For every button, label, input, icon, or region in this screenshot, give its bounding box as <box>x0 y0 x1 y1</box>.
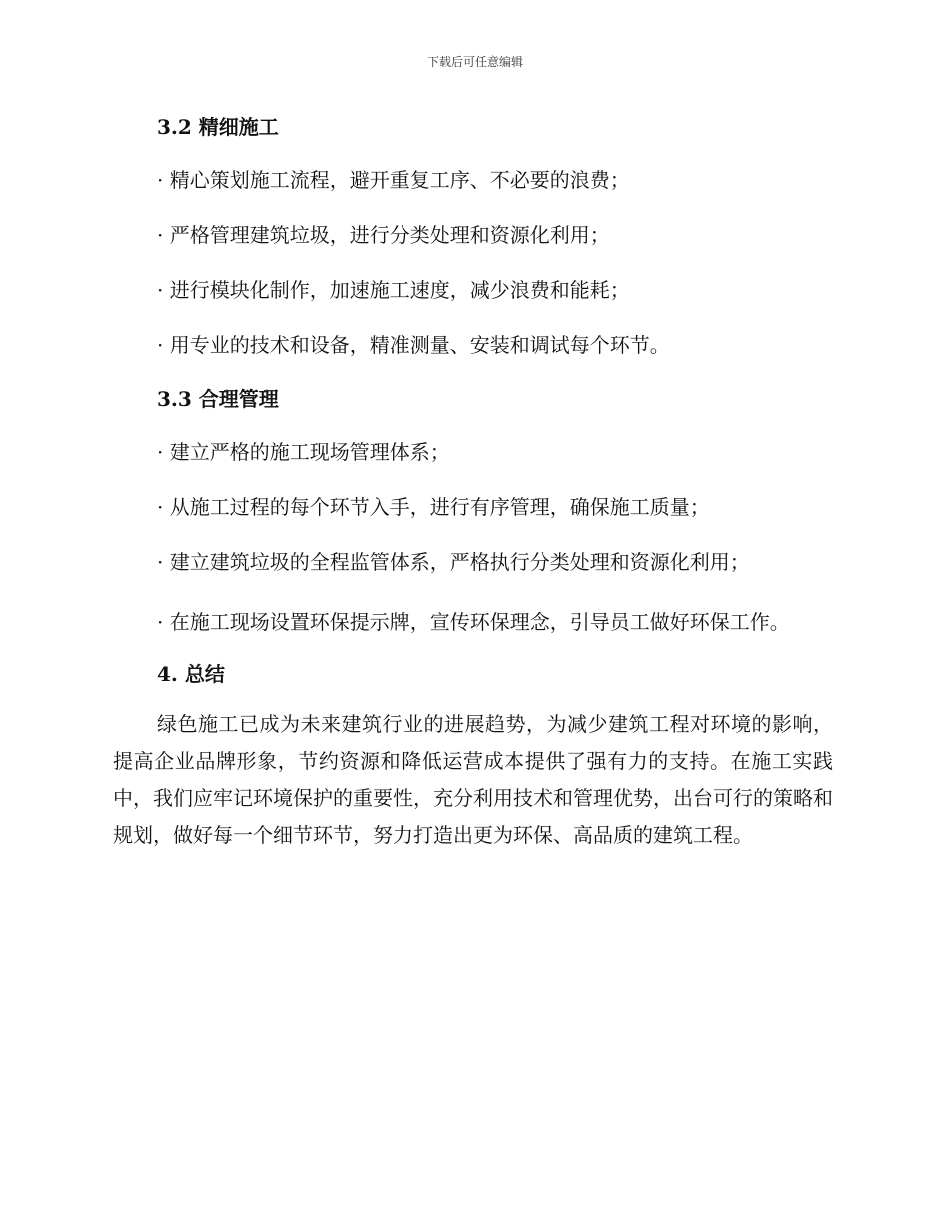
list-item: · 进行模块化制作，加速施工速度，减少浪费和能耗； <box>157 278 630 302</box>
list-item: · 建立严格的施工现场管理体系； <box>157 440 450 464</box>
list-item: · 在施工现场设置环保提示牌，宣传环保理念，引导员工做好环保工作。 <box>157 610 790 634</box>
list-item: · 严格管理建筑垃圾，进行分类处理和资源化利用； <box>157 223 610 247</box>
section-heading-3-2: 3.2 精细施工 <box>157 115 279 139</box>
list-item: · 精心策划施工流程，避开重复工序、不必要的浪费； <box>157 168 630 192</box>
section-heading-4: 4. 总结 <box>157 662 225 686</box>
list-item: · 建立建筑垃圾的全程监管体系，严格执行分类处理和资源化利用； <box>157 550 750 574</box>
section-heading-3-3: 3.3 合理管理 <box>157 387 279 411</box>
list-item: · 用专业的技术和设备，精准测量、安装和调试每个环节。 <box>157 333 670 357</box>
document-body <box>113 112 833 854</box>
summary-paragraph: 绿色施工已成为未来建筑行业的进展趋势，为减少建筑工程对环境的影响，提高企业品牌形象，节约资源和降低运营成本提供了强有力的支持。在施工实践中，我们应牢记环境保护的重要性，充分利用技术和管理优势，出台可行的策略和规划，做好每一个细节环节，努力打造出更为环保、高品质的建筑工程。 <box>113 712 833 847</box>
page-header: 下载后可任意编辑 <box>426 55 523 69</box>
list-item: · 从施工过程的每个环节入手，进行有序管理，确保施工质量； <box>157 495 710 519</box>
